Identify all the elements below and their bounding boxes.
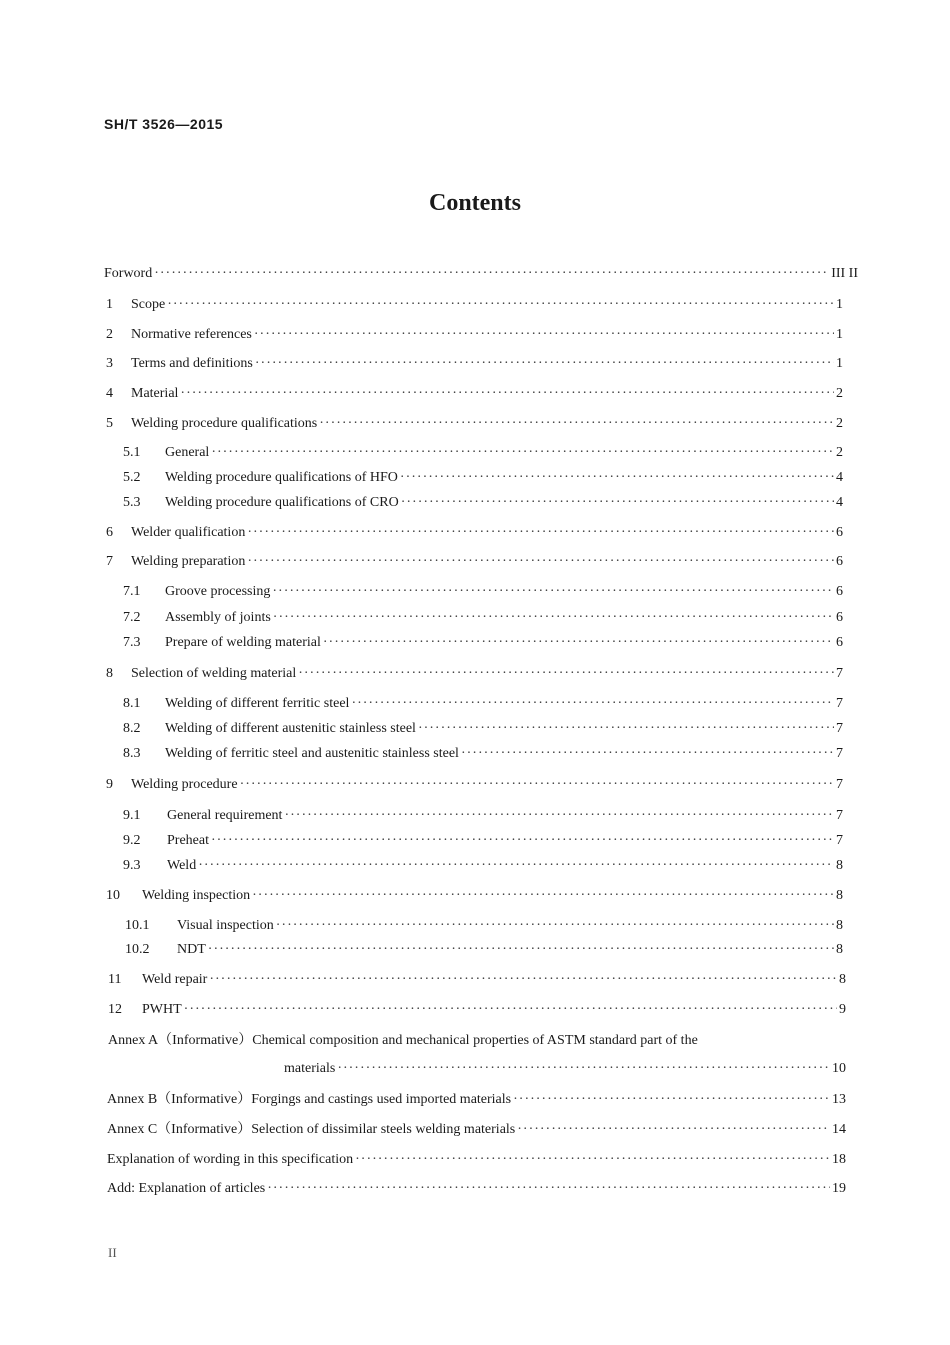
toc-number: 10	[106, 888, 120, 903]
toc-entry-12[interactable]	[108, 1000, 846, 1020]
toc-entry-annex-c[interactable]	[107, 1120, 846, 1140]
toc-number: 7.3	[123, 635, 141, 650]
toc-number: 10.1	[125, 918, 150, 933]
toc-entry-7-2[interactable]	[123, 608, 843, 628]
toc-entry-foreword[interactable]	[104, 264, 858, 284]
toc-label: Material	[131, 386, 179, 401]
toc-page: 7	[836, 666, 843, 681]
toc-number: 9.2	[123, 833, 141, 848]
leader-dots	[208, 940, 834, 960]
toc-label: Annex C（Informative）Selection of dissimilar steels welding materials	[107, 1122, 516, 1137]
leader-dots	[337, 1059, 830, 1079]
leader-dots	[167, 295, 834, 315]
toc-label: Scope	[131, 297, 166, 312]
toc-page: 14	[832, 1122, 846, 1137]
toc-page: 6	[836, 610, 843, 625]
toc-label: Welding procedure qualifications of CRO	[165, 495, 399, 510]
leader-dots	[355, 1150, 830, 1170]
toc-label: NDT	[177, 942, 206, 957]
toc-page: 13	[832, 1092, 846, 1107]
toc-number: 1	[106, 297, 113, 312]
toc-page: 2	[836, 445, 843, 460]
toc-entry-2[interactable]	[106, 325, 843, 345]
toc-label: Prepare of welding material	[165, 635, 321, 650]
leader-dots	[240, 775, 834, 795]
toc-page: 8	[836, 918, 843, 933]
leader-dots	[273, 608, 834, 628]
toc-entry-4[interactable]	[106, 384, 843, 404]
toc-entry-5[interactable]	[106, 414, 843, 434]
toc-page: 2	[836, 416, 843, 431]
toc-number: 8.3	[123, 746, 141, 761]
toc-number: 3	[106, 356, 113, 371]
leader-dots	[252, 886, 834, 906]
toc-label: Assembly of joints	[165, 610, 271, 625]
leader-dots	[513, 1090, 830, 1110]
toc-entry-annex-b[interactable]	[107, 1090, 846, 1110]
toc-label: Welder qualification	[131, 525, 246, 540]
toc-entry-explanation-wording[interactable]	[107, 1150, 846, 1170]
toc-entry-8-1[interactable]	[123, 694, 843, 714]
toc-entry-1[interactable]	[106, 295, 843, 315]
toc-entry-3[interactable]	[106, 354, 843, 374]
leader-dots	[247, 523, 834, 543]
toc-page: 6	[836, 635, 843, 650]
toc-number: 8.1	[123, 696, 141, 711]
toc-number: 5.3	[123, 495, 141, 510]
toc-page: 4	[836, 470, 843, 485]
toc-page: 8	[836, 888, 843, 903]
leader-dots	[401, 493, 834, 513]
toc-label: Annex B（Informative）Forgings and castings used imported materials	[107, 1092, 512, 1107]
leader-dots	[184, 1000, 837, 1020]
toc-number: 6	[106, 525, 113, 540]
leader-dots	[400, 468, 834, 488]
toc-label: Preheat	[167, 833, 209, 848]
toc-label: General requirement	[167, 808, 283, 823]
leader-dots	[418, 719, 834, 739]
toc-page: 18	[832, 1152, 846, 1167]
toc-number: 5.2	[123, 470, 141, 485]
toc-entry-7-3[interactable]	[123, 633, 843, 653]
toc-page: 6	[836, 584, 843, 599]
toc-label: Welding preparation	[131, 554, 246, 569]
toc-entry-7[interactable]	[106, 552, 843, 572]
toc-label: Visual inspection	[177, 918, 274, 933]
toc-label: materials	[284, 1061, 336, 1076]
toc-entry-5-1[interactable]	[123, 443, 843, 463]
toc-entry-9-1[interactable]	[123, 806, 843, 826]
leader-dots	[351, 694, 834, 714]
toc-page: 1	[836, 327, 843, 342]
toc-page: 7	[836, 833, 843, 848]
toc-number: 9.1	[123, 808, 141, 823]
toc-number: 4	[106, 386, 113, 401]
leader-dots	[267, 1179, 830, 1199]
leader-dots	[276, 916, 834, 936]
toc-label: Welding of different ferritic steel	[165, 696, 350, 711]
toc-entry-8-3[interactable]	[123, 744, 843, 764]
toc-entry-annex-a[interactable]	[284, 1059, 846, 1079]
toc-number: 8.2	[123, 721, 141, 736]
leader-dots	[319, 414, 834, 434]
leader-dots	[211, 831, 834, 851]
toc-page: 4	[836, 495, 843, 510]
toc-page: III II	[831, 266, 858, 281]
toc-label: Groove processing	[165, 584, 271, 599]
toc-entry-11[interactable]	[108, 970, 846, 990]
leader-dots	[211, 443, 834, 463]
toc-number: 8	[106, 666, 113, 681]
leader-dots	[298, 664, 834, 684]
leader-dots	[284, 806, 834, 826]
leader-dots	[180, 384, 834, 404]
leader-dots	[154, 264, 829, 284]
leader-dots	[254, 325, 834, 345]
toc-number: 2	[106, 327, 113, 342]
toc-number: 12	[108, 1002, 122, 1017]
toc-entry-5-3[interactable]	[123, 493, 843, 513]
toc-label: Welding of ferritic steel and austenitic stainless steel	[165, 746, 459, 761]
toc-page: 1	[836, 297, 843, 312]
toc-entry-9-3[interactable]	[123, 856, 843, 876]
toc-page: 7	[836, 808, 843, 823]
toc-page: 10	[832, 1061, 846, 1076]
toc-number: 7	[106, 554, 113, 569]
toc-number: 9.3	[123, 858, 141, 873]
toc-entry-10-1[interactable]	[125, 916, 843, 936]
toc-number: 11	[108, 972, 122, 987]
toc-page: 6	[836, 525, 843, 540]
toc-entry-7-1[interactable]	[123, 582, 843, 602]
toc-page: 7	[836, 777, 843, 792]
toc-page: 8	[839, 972, 846, 987]
toc-label: Welding of different austenitic stainless steel	[165, 721, 416, 736]
leader-dots	[323, 633, 834, 653]
toc-label: Weld repair	[142, 972, 208, 987]
toc-number: 5	[106, 416, 113, 431]
toc-page: 6	[836, 554, 843, 569]
leader-dots	[517, 1120, 830, 1140]
leader-dots	[461, 744, 834, 764]
toc-number: 5.1	[123, 445, 141, 460]
toc-label: Weld	[167, 858, 197, 873]
toc-entry-8[interactable]	[106, 664, 843, 684]
toc-entry-5-2[interactable]	[123, 468, 843, 488]
toc-number: 10.2	[125, 942, 150, 957]
toc-label: General	[165, 445, 210, 460]
leader-dots	[272, 582, 834, 602]
toc-entry-8-2[interactable]	[123, 719, 843, 739]
toc-label: Welding inspection	[142, 888, 251, 903]
toc-page: 8	[836, 942, 843, 957]
toc-label: Terms and definitions	[131, 356, 253, 371]
toc-page: 9	[839, 1002, 846, 1017]
toc-entry-annex-a-line1[interactable]: Annex A（Informative）Chemical composition and mechanical properties of ASTM standard part of the	[108, 1033, 698, 1048]
toc-entry-6[interactable]	[106, 523, 843, 543]
toc-page: 2	[836, 386, 843, 401]
toc-label: Explanation of wording in this specification	[107, 1152, 354, 1167]
toc-page: 19	[832, 1181, 846, 1196]
toc-entry-explanation-articles[interactable]	[107, 1179, 846, 1199]
toc-entry-9-2[interactable]	[123, 831, 843, 851]
page-title: Contents	[428, 190, 521, 216]
toc-page: 7	[836, 696, 843, 711]
toc-number: 7.2	[123, 610, 141, 625]
toc-label: PWHT	[142, 1002, 182, 1017]
toc-entry-10[interactable]	[106, 886, 843, 906]
toc-label: Selection of welding material	[131, 666, 297, 681]
leader-dots	[209, 970, 837, 990]
toc-number: 7.1	[123, 584, 141, 599]
toc-page: 7	[836, 746, 843, 761]
toc-label: Welding procedure	[131, 777, 238, 792]
toc-number: 9	[106, 777, 113, 792]
leader-dots	[198, 856, 834, 876]
toc-label: Normative references	[131, 327, 252, 342]
toc-entry-10-2[interactable]	[125, 940, 843, 960]
toc-label: Welding procedure qualifications	[131, 416, 318, 431]
leader-dots	[255, 354, 834, 374]
toc-label: Welding procedure qualifications of HFO	[165, 470, 398, 485]
toc-entry-9[interactable]	[106, 775, 843, 795]
leader-dots	[247, 552, 834, 572]
toc-label: Add: Explanation of articles	[107, 1181, 266, 1196]
toc-label: Forword	[104, 266, 153, 281]
toc-page: 7	[836, 721, 843, 736]
toc-page: 1	[836, 356, 843, 371]
document-code: SH/T 3526—2015	[104, 116, 224, 132]
toc-page: 8	[836, 858, 843, 873]
page-number: II	[108, 1245, 117, 1260]
